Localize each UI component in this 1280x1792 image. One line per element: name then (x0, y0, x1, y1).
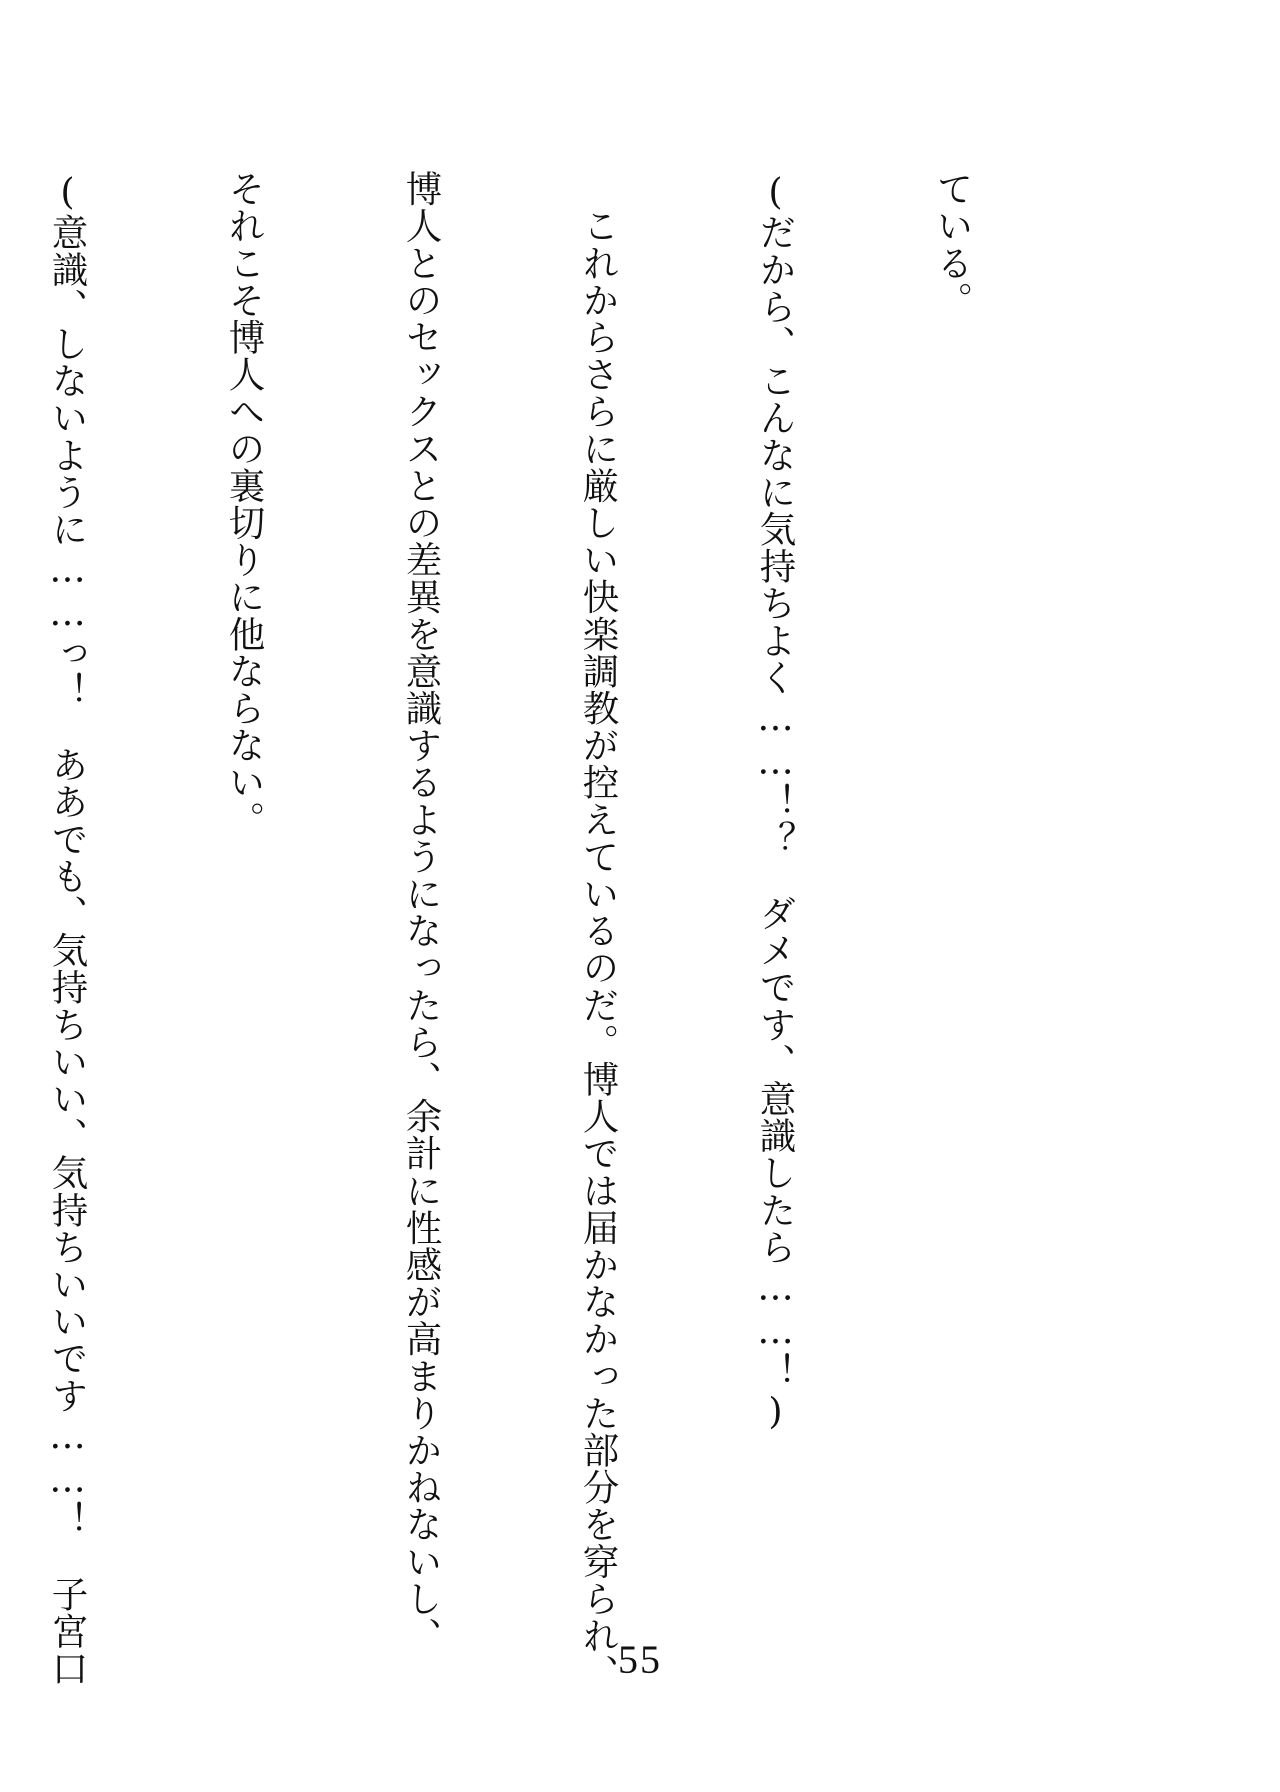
text-line: ている。 (931, 170, 974, 319)
text-line: (意識、しないように……っ！ ああでも、気持ちいい、気持ちいいです……！ 子宮口 (46, 170, 89, 1687)
text-line: 博人とのセックスとの差異を意識するようになったら、余計に性感が高まりかねないし、 (400, 170, 443, 1654)
text-line: これからさらに厳しい快楽調教が控えているのだ。博人では届かなかった部分を穿られ、 (577, 170, 620, 1692)
text-line: それこそ博人への裏切りに他ならない。 (223, 170, 266, 838)
page-number: 55 (618, 1637, 662, 1682)
text-line: (だから、こんなに気持ちよく……！？ ダメです、意識したら……！) (754, 170, 797, 1434)
